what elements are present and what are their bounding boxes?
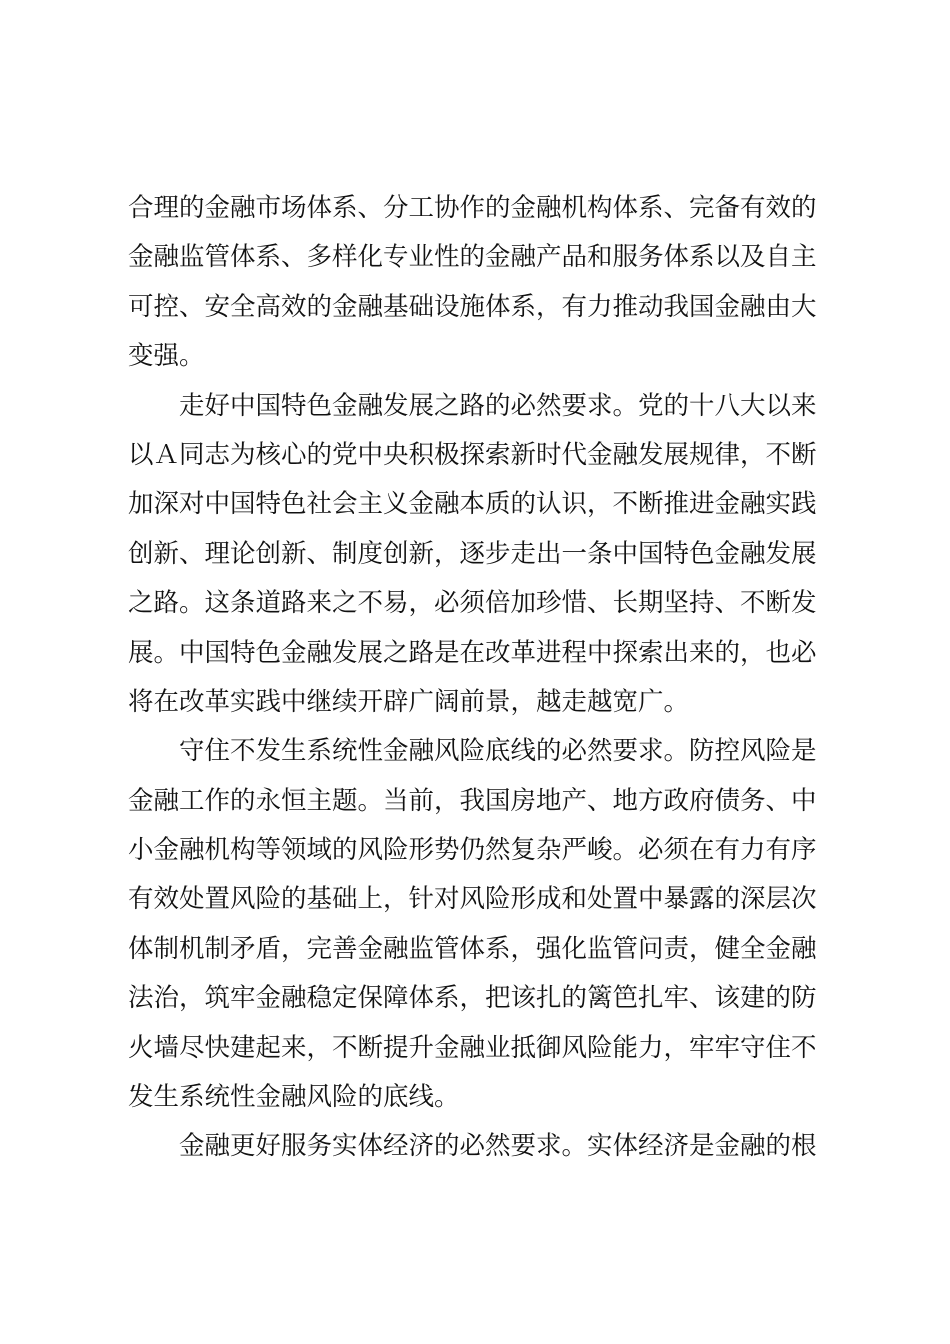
text-line: 之路。这条道路来之不易，必须倍加珍惜、长期坚持、不断发 [128,588,817,619]
body-text [128,184,838,1172]
text-line: 将在改革实践中继续开辟广阔前景，越走越宽广。 [128,686,690,717]
text-line: 金融监管体系、多样化专业性的金融产品和服务体系以及自主 [128,242,817,273]
text-line: 展。中国特色金融发展之路是在改革进程中探索出来的，也必 [128,637,817,668]
text-line: 以Ａ同志为核心的党中央积极探索新时代金融发展规律，不断 [128,439,817,470]
text-line: 合理的金融市场体系、分工协作的金融机构体系、完备有效的 [128,193,817,223]
text-line: 体制机制矛盾，完善金融监管体系，强化监管问责，健全金融 [128,933,817,964]
paragraph-start-line: 守住不发生系统性金融风险底线的必然要求。防控风险是 [179,736,817,767]
text-line: 小金融机构等领域的风险形势仍然复杂严峻。必须在有力有序 [128,835,817,866]
text-line: 发生系统性金融风险的底线。 [128,1082,460,1113]
text-line: 火墙尽快建起来，不断提升金融业抵御风险能力，牢牢守住不 [128,1032,817,1063]
text-line: 法治，筑牢金融稳定保障体系，把该扎的篱笆扎牢、该建的防 [128,983,817,1014]
paragraph-start-line: 走好中国特色金融发展之路的必然要求。党的十八大以来 [179,390,817,421]
text-line: 创新、理论创新、制度创新，逐步走出一条中国特色金融发展 [128,538,817,569]
text-line: 可控、安全高效的金融基础设施体系，有力推动我国金融由大 [128,291,817,322]
paragraph-start-line: 金融更好服务实体经济的必然要求。实体经济是金融的根 [179,1131,817,1162]
text-line: 金融工作的永恒主题。当前，我国房地产、地方政府债务、中 [128,785,817,816]
text-line: 变强。 [128,341,205,372]
text-line: 有效处置风险的基础上，针对风险形成和处置中暴露的深层次 [128,884,817,915]
text-line: 加深对中国特色社会主义金融本质的认识，不断推进金融实践 [128,489,817,520]
